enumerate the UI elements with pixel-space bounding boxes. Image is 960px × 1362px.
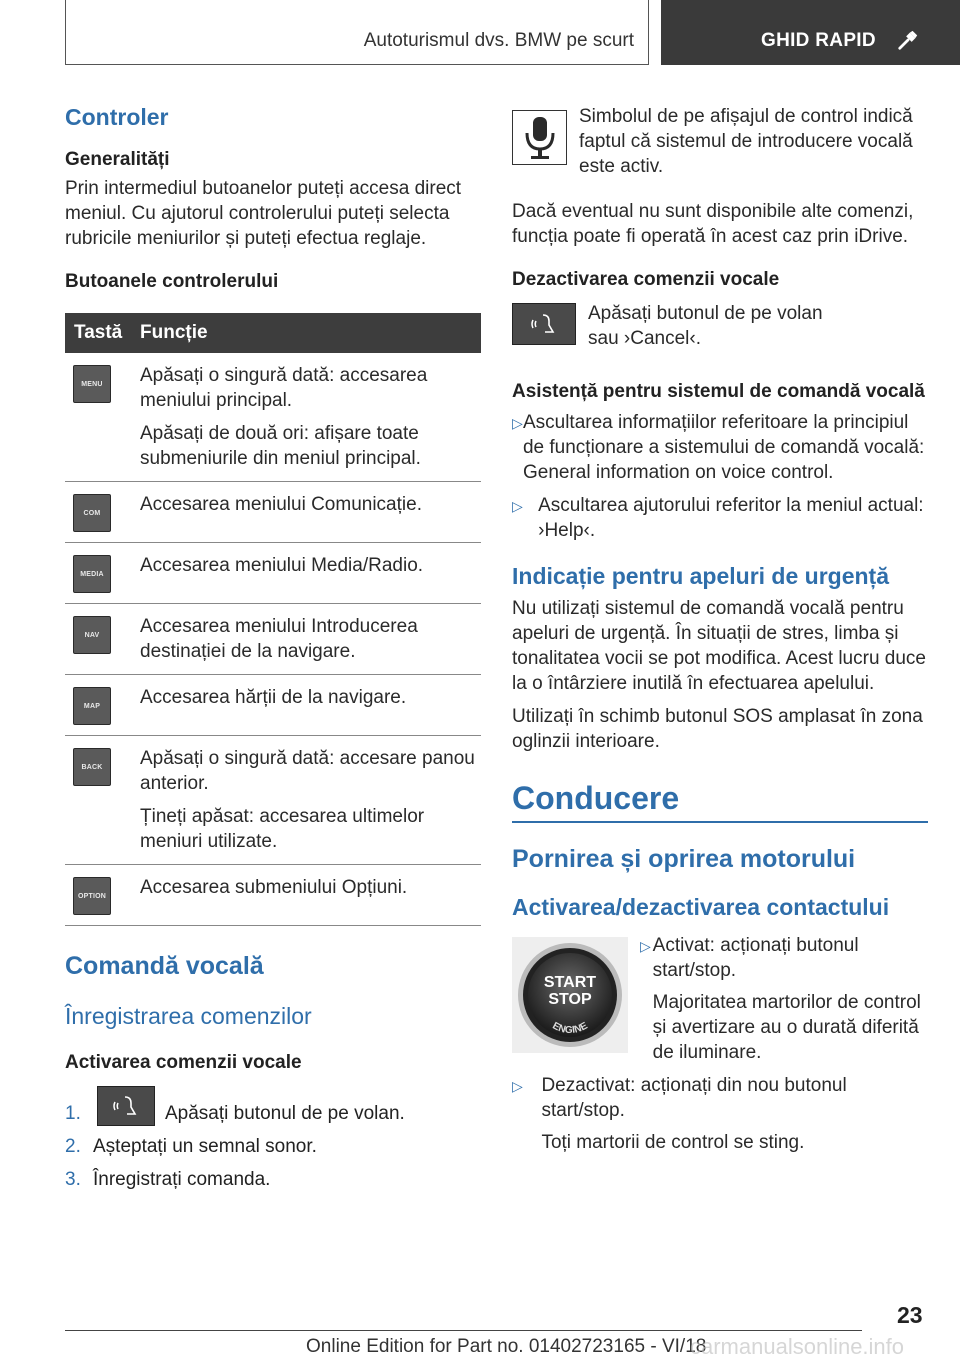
bullet-text: Ascultarea ajutorului referitor la meniul actual: ›Help‹.	[538, 495, 924, 541]
step-number: 2.	[65, 1136, 81, 1157]
table-cell-function	[140, 746, 481, 854]
start-stop-icon	[516, 941, 624, 1049]
start-label: START	[543, 974, 597, 991]
step-text: Așteptați un semnal sonor.	[93, 1136, 317, 1157]
buttons-table	[65, 313, 481, 926]
table-cell-function	[140, 492, 481, 532]
bullet-text: Dezactivat: acționați din nou butonul start/stop.	[541, 1075, 847, 1121]
triangle-bullet-icon: ▷	[512, 1078, 523, 1094]
steps-list	[65, 1086, 481, 1192]
paragraph-mic-symbol: Simbolul de pe afișajul de control indică faptul că sistemul de introducere vocală este activ.	[579, 106, 913, 177]
left-column	[65, 100, 481, 1192]
table-cell-key	[65, 746, 140, 854]
header-left-tab	[65, 0, 649, 65]
list-item	[65, 1167, 481, 1192]
paragraph-emergency-1: Nu utilizați sistemul de comandă vocală pentru apeluri de urgență. În situații de stres, limba și tonalitatea vocii se pot modifica. Acest lucru duce la o întârziere inutilă în efectuarea apelului.	[512, 598, 927, 694]
table-row	[65, 865, 481, 926]
table-row	[65, 543, 481, 604]
list-item	[65, 1134, 481, 1159]
step-text: Apăsați butonul de pe volan.	[165, 1103, 405, 1124]
list-item	[512, 410, 928, 485]
function-text: Accesarea submeniului Opțiuni.	[140, 877, 408, 898]
assist-list	[512, 410, 928, 543]
step-number: 1.	[65, 1103, 81, 1124]
table-row	[65, 482, 481, 543]
map-key-icon: MAP	[73, 687, 111, 725]
heading-driving: Conducere	[512, 780, 928, 823]
table-row	[65, 353, 481, 482]
heading-general: Generalități	[65, 149, 170, 170]
com-key-icon: COM	[73, 494, 111, 532]
option-key-icon: OPTION	[73, 877, 111, 915]
paragraph-deactivate: Apăsați butonul de pe volan sau ›Cancel‹.	[588, 303, 823, 349]
table-cell-key	[65, 553, 140, 593]
paragraph-other-commands: Dacă eventual nu sunt disponibile alte comenzi, funcția poate fi operată în acest caz prin iDrive.	[512, 201, 914, 247]
table-cell-function	[140, 685, 481, 725]
heading-emergency: Indicație pentru apeluri de urgență	[512, 563, 890, 589]
ignition-on-item	[628, 933, 928, 1065]
table-row	[65, 736, 481, 865]
deactivate-block	[512, 301, 928, 351]
nav-key-icon: NAV	[73, 616, 111, 654]
footer-edition: Online Edition for Part no. 01402723165 - VI/18	[306, 1336, 707, 1357]
function-text: Accesarea meniului Comunicație.	[140, 494, 422, 515]
table-row	[65, 604, 481, 675]
paragraph-general: Prin intermediul butoanelor puteți accesa direct meniul. Cu ajutorul controlerului puteți selecta rubricile meniurilor și puteți efectua reglaje.	[65, 178, 462, 249]
bullet-subtext: Toți martorii de control se sting.	[541, 1132, 805, 1153]
step-number: 3.	[65, 1169, 81, 1190]
heading-controller: Controler	[65, 104, 169, 130]
heading-voice-command: Comandă vocală	[65, 952, 264, 980]
header-right-tab	[661, 0, 960, 65]
menu-key-icon: MENU	[73, 365, 111, 403]
heading-engine: Pornirea și oprirea motorului	[512, 845, 856, 873]
mic-symbol-block	[512, 104, 928, 179]
step-text: Înregistrați comanda.	[93, 1169, 271, 1190]
heading-record-commands: Înregistrarea comenzilor	[65, 1003, 312, 1029]
start-stop-button-image	[512, 937, 628, 1053]
heading-controller-buttons: Butoanele controlerului	[65, 271, 279, 292]
microphone-icon	[512, 110, 567, 165]
table-cell-function	[140, 614, 481, 664]
header-title: Autoturismul dvs. BMW pe scurt	[363, 30, 634, 51]
list-item	[640, 933, 928, 1065]
table-cell-function	[140, 553, 481, 593]
function-text: Țineți apăsat: accesarea ultimelor meniuri utilizate.	[140, 806, 425, 852]
heading-voice-assist: Asistență pentru sistemul de comandă vocală	[512, 381, 925, 402]
table-cell-function	[140, 363, 481, 471]
triangle-bullet-icon: ▷	[640, 938, 651, 954]
function-text: Accesarea hărții de la navigare.	[140, 687, 407, 708]
list-item	[65, 1086, 481, 1126]
back-key-icon: BACK	[73, 748, 111, 786]
table-header-key: Tastă	[74, 322, 123, 343]
table-header-function: Funcție	[140, 322, 208, 343]
bullet-text: Activat: acționați butonul start/stop.	[652, 935, 859, 981]
table-cell-key	[65, 363, 140, 471]
media-key-icon: MEDIA	[73, 555, 111, 593]
voice-button-icon	[512, 303, 576, 345]
page-number: 23	[897, 1302, 923, 1328]
list-item	[512, 1073, 928, 1155]
paragraph-emergency-2: Utilizați în schimb butonul SOS amplasat în zona oglinzii interioare.	[512, 706, 923, 752]
engine-label: ENGINE	[550, 1020, 590, 1037]
function-text: Apăsați o singură dată: accesarea meniului principal.	[140, 365, 428, 411]
triangle-bullet-icon: ▷	[512, 415, 523, 431]
table-cell-key	[65, 614, 140, 664]
right-column	[512, 100, 928, 1155]
heading-activate-voice: Activarea comenzii vocale	[65, 1052, 302, 1073]
list-item	[512, 493, 928, 543]
function-text: Apăsați o singură dată: accesare panou anterior.	[140, 748, 475, 794]
header-section-title: GHID RAPID	[761, 30, 876, 51]
heading-ignition: Activarea/dezactivarea contactului	[512, 894, 890, 920]
wrench-icon	[897, 29, 919, 51]
triangle-bullet-icon: ▷	[512, 498, 523, 514]
table-cell-key	[65, 875, 140, 915]
table-row	[65, 675, 481, 736]
table-cell-function	[140, 875, 481, 915]
heading-deactivate-voice: Dezactivarea comenzii vocale	[512, 269, 780, 290]
voice-button-icon	[97, 1086, 155, 1126]
bullet-text: Ascultarea informațiilor referitoare la principiul de funcționare a sistemului de comandă vocală: General information on voice control.	[522, 412, 925, 483]
function-text: Accesarea meniului Media/Radio.	[140, 555, 424, 576]
ignition-block	[512, 937, 928, 1065]
table-cell-key	[65, 685, 140, 725]
bullet-subtext: Majoritatea martorilor de control și avertizare au o durată diferită de iluminare.	[652, 992, 921, 1063]
function-text: Accesarea meniului Introducerea destinației de la navigare.	[140, 616, 418, 662]
table-cell-key	[65, 492, 140, 532]
function-text: Apăsați de două ori: afișare toate submeniurile din meniul principal.	[140, 423, 421, 469]
stop-label: STOP	[548, 991, 592, 1008]
footer-divider	[65, 1330, 862, 1331]
table-body	[65, 353, 481, 926]
watermark: carmanualsonline.info	[690, 1334, 905, 1359]
table-header	[65, 313, 481, 353]
